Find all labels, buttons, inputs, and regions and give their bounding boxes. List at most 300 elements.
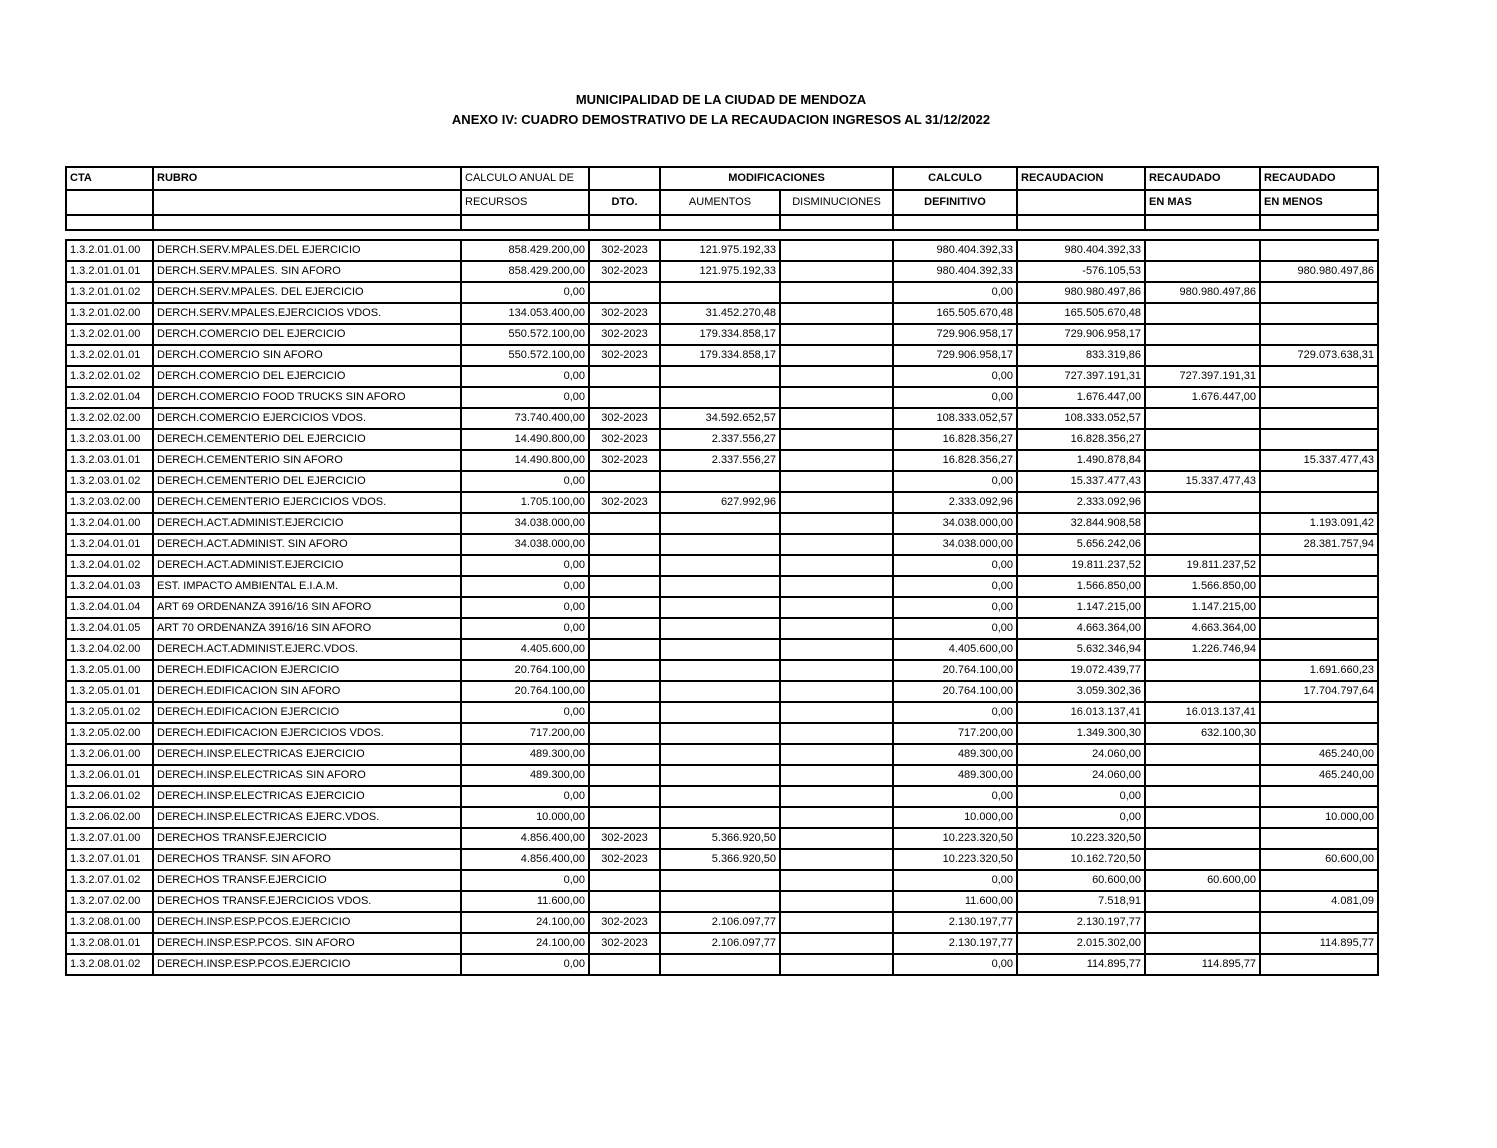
cell-disminuciones (780, 912, 893, 933)
header-definitivo: DEFINITIVO (893, 190, 1017, 215)
cell-aumentos: 2.337.556,27 (660, 429, 780, 450)
cell-aumentos (660, 681, 780, 702)
cell-rubro: DERCH.COMERCIO DEL EJERCICIO (153, 324, 461, 345)
cell-aumentos: 31.452.270,48 (660, 303, 780, 324)
cell-aumentos (660, 639, 780, 660)
header-empty-cell (780, 215, 893, 230)
cell-disminuciones (780, 849, 893, 870)
cell-cta: 1.3.2.08.01.02 (66, 954, 153, 975)
cell-recaudado-en-menos (1260, 471, 1378, 492)
cell-cta: 1.3.2.05.01.01 (66, 681, 153, 702)
cell-disminuciones (780, 450, 893, 471)
cell-calculo-definitivo: 165.505.670,48 (893, 303, 1017, 324)
cell-disminuciones (780, 324, 893, 345)
cell-dto (589, 891, 660, 912)
cell-cta: 1.3.2.04.01.00 (66, 513, 153, 534)
cell-rubro: DERECH.INSP.ELECTRICAS EJERCICIO (153, 744, 461, 765)
cell-cta: 1.3.2.07.01.00 (66, 828, 153, 849)
page-title-line1: MUNICIPALIDAD DE LA CIUDAD DE MENDOZA (575, 92, 867, 107)
cell-recaudacion: 32.844.908,58 (1017, 513, 1145, 534)
page-title (65, 90, 1377, 130)
header-calculo: CALCULO (893, 167, 1017, 190)
header-disminuciones: DISMINUCIONES (780, 190, 893, 215)
cell-cta: 1.3.2.04.01.03 (66, 576, 153, 597)
cell-cta: 1.3.2.08.01.01 (66, 933, 153, 954)
cell-rubro: DERECH.INSP.ESP.PCOS.EJERCICIO (153, 954, 461, 975)
header-row-1 (66, 167, 1378, 190)
cell-aumentos (660, 723, 780, 744)
header-modificaciones: MODIFICACIONES (660, 167, 893, 190)
cell-recaudado-en-mas (1145, 660, 1260, 681)
cell-rubro: DERECH.EDIFICACION EJERCICIOS VDOS. (153, 723, 461, 744)
cell-dto (589, 765, 660, 786)
cell-cta: 1.3.2.01.02.00 (66, 303, 153, 324)
cell-dto (589, 786, 660, 807)
cell-recaudado-en-menos: 60.600,00 (1260, 849, 1378, 870)
cell-cta: 1.3.2.04.01.01 (66, 534, 153, 555)
cell-calculo-anual-recursos: 14.490.800,00 (461, 450, 589, 471)
cell-dto: 302-2023 (589, 408, 660, 429)
cell-aumentos: 121.975.192,33 (660, 261, 780, 282)
cell-aumentos (660, 660, 780, 681)
cell-recaudacion: 2.015.302,00 (1017, 933, 1145, 954)
table-row (66, 702, 1378, 723)
cell-rubro: DERCH.COMERCIO EJERCICIOS VDOS. (153, 408, 461, 429)
cell-calculo-definitivo: 489.300,00 (893, 744, 1017, 765)
table-row (66, 261, 1378, 282)
cell-aumentos: 179.334.858,17 (660, 345, 780, 366)
cell-calculo-definitivo: 489.300,00 (893, 765, 1017, 786)
cell-disminuciones (780, 744, 893, 765)
cell-calculo-anual-recursos: 11.600,00 (461, 891, 589, 912)
cell-calculo-anual-recursos: 858.429.200,00 (461, 240, 589, 261)
cell-recaudado-en-menos (1260, 954, 1378, 975)
cell-calculo-definitivo: 2.333.092,96 (893, 492, 1017, 513)
header-empty-cell (589, 215, 660, 230)
cell-recaudacion: -576.105,53 (1017, 261, 1145, 282)
cell-recaudado-en-menos: 465.240,00 (1260, 765, 1378, 786)
cell-calculo-anual-recursos: 10.000,00 (461, 807, 589, 828)
table-row (66, 744, 1378, 765)
cell-recaudado-en-menos: 729.073.638,31 (1260, 345, 1378, 366)
cell-disminuciones (780, 345, 893, 366)
cell-calculo-anual-recursos: 489.300,00 (461, 744, 589, 765)
cell-disminuciones (780, 954, 893, 975)
cell-rubro: DERECH.INSP.ESP.PCOS.EJERCICIO (153, 912, 461, 933)
cell-recaudado-en-menos: 17.704.797,64 (1260, 681, 1378, 702)
cell-recaudado-en-mas: 15.337.477,43 (1145, 471, 1260, 492)
header-empty-cell (153, 215, 461, 230)
cell-rubro: EST. IMPACTO AMBIENTAL E.I.A.M. (153, 576, 461, 597)
cell-calculo-anual-recursos: 0,00 (461, 366, 589, 387)
cell-calculo-anual-recursos: 0,00 (461, 954, 589, 975)
cell-recaudacion: 0,00 (1017, 807, 1145, 828)
cell-cta: 1.3.2.02.01.02 (66, 366, 153, 387)
header-row-3-empty (66, 215, 1378, 230)
cell-calculo-definitivo: 729.906.958,17 (893, 345, 1017, 366)
table-row (66, 870, 1378, 891)
table-row (66, 933, 1378, 954)
cell-dto (589, 366, 660, 387)
cell-rubro: DERECH.ACT.ADMINIST. SIN AFORO (153, 534, 461, 555)
cell-aumentos: 179.334.858,17 (660, 324, 780, 345)
table-row (66, 807, 1378, 828)
cell-calculo-definitivo: 2.130.197,77 (893, 933, 1017, 954)
cell-calculo-definitivo: 16.828.356,27 (893, 450, 1017, 471)
cell-dto (589, 555, 660, 576)
cell-cta: 1.3.2.06.02.00 (66, 807, 153, 828)
cell-disminuciones (780, 471, 893, 492)
cell-aumentos (660, 597, 780, 618)
cell-disminuciones (780, 597, 893, 618)
cell-recaudado-en-menos (1260, 912, 1378, 933)
cell-recaudado-en-mas (1145, 744, 1260, 765)
cell-disminuciones (780, 282, 893, 303)
cell-rubro: DERECH.CEMENTERIO DEL EJERCICIO (153, 429, 461, 450)
cell-calculo-definitivo: 4.405.600,00 (893, 639, 1017, 660)
cell-aumentos: 2.106.097,77 (660, 933, 780, 954)
cell-recaudado-en-mas (1145, 240, 1260, 261)
header-rubro-blank (153, 190, 461, 215)
table-row (66, 681, 1378, 702)
cell-cta: 1.3.2.03.01.00 (66, 429, 153, 450)
header-empty-cell (893, 215, 1017, 230)
cell-calculo-definitivo: 0,00 (893, 387, 1017, 408)
cell-aumentos (660, 576, 780, 597)
cell-recaudado-en-mas: 727.397.191,31 (1145, 366, 1260, 387)
cell-cta: 1.3.2.05.01.02 (66, 702, 153, 723)
cell-recaudado-en-mas (1145, 324, 1260, 345)
cell-dto: 302-2023 (589, 261, 660, 282)
cell-calculo-definitivo: 0,00 (893, 576, 1017, 597)
cell-dto (589, 744, 660, 765)
table-row (66, 765, 1378, 786)
cell-calculo-definitivo: 34.038.000,00 (893, 513, 1017, 534)
header-en-menos: EN MENOS (1260, 190, 1378, 215)
cell-recaudado-en-mas (1145, 828, 1260, 849)
cell-rubro: DERCH.COMERCIO FOOD TRUCKS SIN AFORO (153, 387, 461, 408)
cell-dto: 302-2023 (589, 912, 660, 933)
cell-recaudado-en-mas (1145, 849, 1260, 870)
cell-cta: 1.3.2.07.01.02 (66, 870, 153, 891)
cell-aumentos (660, 765, 780, 786)
cell-disminuciones (780, 240, 893, 261)
cell-disminuciones (780, 828, 893, 849)
cell-cta: 1.3.2.01.01.02 (66, 282, 153, 303)
cell-calculo-definitivo: 980.404.392,33 (893, 240, 1017, 261)
cell-aumentos (660, 555, 780, 576)
cell-calculo-anual-recursos: 858.429.200,00 (461, 261, 589, 282)
cell-dto (589, 954, 660, 975)
cell-rubro: DERECH.ACT.ADMINIST.EJERCICIO (153, 513, 461, 534)
cell-recaudado-en-mas: 114.895,77 (1145, 954, 1260, 975)
cell-recaudacion: 15.337.477,43 (1017, 471, 1145, 492)
cell-disminuciones (780, 492, 893, 513)
cell-recaudado-en-menos (1260, 429, 1378, 450)
cell-aumentos: 5.366.920,50 (660, 828, 780, 849)
table-row (66, 429, 1378, 450)
cell-calculo-definitivo: 2.130.197,77 (893, 912, 1017, 933)
cell-dto: 302-2023 (589, 828, 660, 849)
cell-recaudacion: 2.333.092,96 (1017, 492, 1145, 513)
cell-recaudado-en-mas: 1.147.215,00 (1145, 597, 1260, 618)
cell-calculo-anual-recursos: 0,00 (461, 576, 589, 597)
table-row (66, 828, 1378, 849)
cell-calculo-anual-recursos: 0,00 (461, 618, 589, 639)
cell-recaudado-en-menos (1260, 870, 1378, 891)
cell-calculo-definitivo: 16.828.356,27 (893, 429, 1017, 450)
cell-rubro: DERECH.INSP.ELECTRICAS EJERC.VDOS. (153, 807, 461, 828)
cell-rubro: DERECH.EDIFICACION SIN AFORO (153, 681, 461, 702)
header-recursos: RECURSOS (461, 190, 589, 215)
header-empty-cell (660, 215, 780, 230)
cell-cta: 1.3.2.04.01.05 (66, 618, 153, 639)
table-row (66, 786, 1378, 807)
cell-dto (589, 639, 660, 660)
cell-disminuciones (780, 891, 893, 912)
cell-aumentos (660, 534, 780, 555)
cell-cta: 1.3.2.06.01.00 (66, 744, 153, 765)
table-row (66, 240, 1378, 261)
table-row (66, 534, 1378, 555)
cell-aumentos: 2.337.556,27 (660, 450, 780, 471)
table-row (66, 954, 1378, 975)
cell-aumentos (660, 870, 780, 891)
cell-rubro: DERCH.COMERCIO DEL EJERCICIO (153, 366, 461, 387)
cell-dto: 302-2023 (589, 345, 660, 366)
cell-dto (589, 576, 660, 597)
cell-aumentos: 2.106.097,77 (660, 912, 780, 933)
cell-calculo-definitivo: 980.404.392,33 (893, 261, 1017, 282)
cell-cta: 1.3.2.05.01.00 (66, 660, 153, 681)
cell-recaudacion: 4.663.364,00 (1017, 618, 1145, 639)
header-recaudacion: RECAUDACION (1017, 167, 1145, 190)
cell-calculo-anual-recursos: 24.100,00 (461, 933, 589, 954)
cell-recaudacion: 7.518,91 (1017, 891, 1145, 912)
cell-calculo-definitivo: 20.764.100,00 (893, 681, 1017, 702)
cell-dto: 302-2023 (589, 450, 660, 471)
cell-recaudacion: 165.505.670,48 (1017, 303, 1145, 324)
cell-rubro: DERCH.SERV.MPALES. SIN AFORO (153, 261, 461, 282)
cell-calculo-anual-recursos: 550.572.100,00 (461, 345, 589, 366)
table-row (66, 576, 1378, 597)
cell-disminuciones (780, 807, 893, 828)
table-row (66, 387, 1378, 408)
cell-recaudado-en-menos (1260, 702, 1378, 723)
cell-calculo-definitivo: 11.600,00 (893, 891, 1017, 912)
cell-calculo-definitivo: 10.223.320,50 (893, 828, 1017, 849)
cell-calculo-anual-recursos: 73.740.400,00 (461, 408, 589, 429)
cell-recaudado-en-menos (1260, 828, 1378, 849)
cell-recaudado-en-menos: 465.240,00 (1260, 744, 1378, 765)
cell-recaudacion: 5.632.346,94 (1017, 639, 1145, 660)
cell-calculo-anual-recursos: 34.038.000,00 (461, 513, 589, 534)
cell-recaudacion: 1.676.447,00 (1017, 387, 1145, 408)
header-rubro: RUBRO (153, 167, 461, 190)
cell-disminuciones (780, 639, 893, 660)
cell-aumentos: 121.975.192,33 (660, 240, 780, 261)
table-row (66, 597, 1378, 618)
cell-calculo-definitivo: 0,00 (893, 555, 1017, 576)
cell-calculo-anual-recursos: 0,00 (461, 555, 589, 576)
cell-aumentos (660, 513, 780, 534)
cell-rubro: DERECH.INSP.ESP.PCOS. SIN AFORO (153, 933, 461, 954)
cell-calculo-anual-recursos: 0,00 (461, 870, 589, 891)
cell-recaudacion: 114.895,77 (1017, 954, 1145, 975)
cell-recaudacion: 980.980.497,86 (1017, 282, 1145, 303)
cell-cta: 1.3.2.03.02.00 (66, 492, 153, 513)
cell-aumentos (660, 744, 780, 765)
cell-dto: 302-2023 (589, 324, 660, 345)
table-row (66, 660, 1378, 681)
cell-disminuciones (780, 681, 893, 702)
cell-calculo-definitivo: 0,00 (893, 786, 1017, 807)
table-row (66, 513, 1378, 534)
cell-disminuciones (780, 261, 893, 282)
cell-cta: 1.3.2.06.01.02 (66, 786, 153, 807)
cell-dto (589, 702, 660, 723)
header-recaudacion-blank (1017, 190, 1145, 215)
cell-recaudado-en-menos (1260, 555, 1378, 576)
cell-rubro: DERCH.COMERCIO SIN AFORO (153, 345, 461, 366)
cell-recaudacion: 727.397.191,31 (1017, 366, 1145, 387)
cell-recaudado-en-menos: 15.337.477,43 (1260, 450, 1378, 471)
cell-recaudado-en-menos: 1.691.660,23 (1260, 660, 1378, 681)
cell-recaudado-en-mas (1145, 786, 1260, 807)
cell-cta: 1.3.2.03.01.01 (66, 450, 153, 471)
cell-recaudado-en-mas: 1.566.850,00 (1145, 576, 1260, 597)
cell-aumentos (660, 618, 780, 639)
cell-dto (589, 723, 660, 744)
cell-disminuciones (780, 702, 893, 723)
cell-cta: 1.3.2.01.01.00 (66, 240, 153, 261)
cell-aumentos (660, 387, 780, 408)
cell-recaudacion: 1.490.878,84 (1017, 450, 1145, 471)
cell-recaudacion: 1.566.850,00 (1017, 576, 1145, 597)
cell-calculo-anual-recursos: 1.705.100,00 (461, 492, 589, 513)
cell-rubro: DERECH.CEMENTERIO DEL EJERCICIO (153, 471, 461, 492)
cell-dto (589, 282, 660, 303)
cell-dto (589, 618, 660, 639)
cell-aumentos (660, 786, 780, 807)
cell-calculo-definitivo: 0,00 (893, 366, 1017, 387)
cell-disminuciones (780, 786, 893, 807)
cell-disminuciones (780, 303, 893, 324)
cell-recaudacion: 19.811.237,52 (1017, 555, 1145, 576)
cell-recaudado-en-menos (1260, 618, 1378, 639)
cell-calculo-definitivo: 108.333.052,57 (893, 408, 1017, 429)
cell-calculo-anual-recursos: 550.572.100,00 (461, 324, 589, 345)
cell-rubro: DERECH.INSP.ELECTRICAS EJERCICIO (153, 786, 461, 807)
cell-disminuciones (780, 723, 893, 744)
cell-recaudado-en-mas: 16.013.137,41 (1145, 702, 1260, 723)
table-data-block (65, 239, 1379, 976)
cell-calculo-anual-recursos: 717.200,00 (461, 723, 589, 744)
cell-aumentos (660, 471, 780, 492)
cell-recaudado-en-mas: 980.980.497,86 (1145, 282, 1260, 303)
cell-recaudado-en-mas (1145, 492, 1260, 513)
cell-recaudacion: 19.072.439,77 (1017, 660, 1145, 681)
cell-recaudado-en-menos (1260, 723, 1378, 744)
header-calculo-anual: CALCULO ANUAL DE (461, 167, 589, 190)
cell-cta: 1.3.2.05.02.00 (66, 723, 153, 744)
table-row (66, 618, 1378, 639)
cell-calculo-anual-recursos: 134.053.400,00 (461, 303, 589, 324)
header-recaudado-menos: RECAUDADO (1260, 167, 1378, 190)
cell-recaudacion: 10.223.320,50 (1017, 828, 1145, 849)
table-header-block (65, 166, 1379, 231)
cell-recaudacion: 108.333.052,57 (1017, 408, 1145, 429)
cell-recaudado-en-mas (1145, 681, 1260, 702)
cell-cta: 1.3.2.07.02.00 (66, 891, 153, 912)
cell-dto: 302-2023 (589, 492, 660, 513)
cell-recaudacion: 980.404.392,33 (1017, 240, 1145, 261)
cell-recaudado-en-mas (1145, 429, 1260, 450)
cell-rubro: DERECH.INSP.ELECTRICAS SIN AFORO (153, 765, 461, 786)
cell-calculo-definitivo: 0,00 (893, 282, 1017, 303)
cell-cta: 1.3.2.03.01.02 (66, 471, 153, 492)
cell-recaudado-en-menos: 28.381.757,94 (1260, 534, 1378, 555)
cell-recaudacion: 16.828.356,27 (1017, 429, 1145, 450)
cell-recaudado-en-menos (1260, 240, 1378, 261)
cell-calculo-definitivo: 729.906.958,17 (893, 324, 1017, 345)
cell-cta: 1.3.2.02.01.00 (66, 324, 153, 345)
table-row (66, 303, 1378, 324)
cell-dto: 302-2023 (589, 933, 660, 954)
cell-recaudacion: 24.060,00 (1017, 744, 1145, 765)
cell-disminuciones (780, 408, 893, 429)
cell-recaudacion: 1.147.215,00 (1017, 597, 1145, 618)
cell-disminuciones (780, 387, 893, 408)
cell-recaudado-en-mas: 60.600,00 (1145, 870, 1260, 891)
cell-cta: 1.3.2.01.01.01 (66, 261, 153, 282)
cell-recaudado-en-mas (1145, 303, 1260, 324)
cell-calculo-definitivo: 0,00 (893, 597, 1017, 618)
cell-dto: 302-2023 (589, 849, 660, 870)
cell-rubro: DERECHOS TRANSF.EJERCICIO (153, 870, 461, 891)
cell-disminuciones (780, 534, 893, 555)
cell-disminuciones (780, 555, 893, 576)
cell-calculo-anual-recursos: 0,00 (461, 282, 589, 303)
cell-calculo-definitivo: 0,00 (893, 870, 1017, 891)
cell-cta: 1.3.2.06.01.01 (66, 765, 153, 786)
table-row (66, 891, 1378, 912)
cell-disminuciones (780, 618, 893, 639)
cell-dto: 302-2023 (589, 303, 660, 324)
header-empty-cell (66, 215, 153, 230)
cell-rubro: DERCH.SERV.MPALES. DEL EJERCICIO (153, 282, 461, 303)
cell-cta: 1.3.2.04.02.00 (66, 639, 153, 660)
cell-aumentos (660, 282, 780, 303)
cell-recaudado-en-mas (1145, 807, 1260, 828)
cell-calculo-anual-recursos: 34.038.000,00 (461, 534, 589, 555)
cell-calculo-definitivo: 717.200,00 (893, 723, 1017, 744)
report-table (65, 166, 1377, 976)
cell-recaudacion: 24.060,00 (1017, 765, 1145, 786)
cell-recaudado-en-menos (1260, 303, 1378, 324)
table-row (66, 912, 1378, 933)
table-row (66, 408, 1378, 429)
header-empty-cell (1260, 215, 1378, 230)
cell-recaudado-en-mas: 4.663.364,00 (1145, 618, 1260, 639)
cell-recaudacion: 2.130.197,77 (1017, 912, 1145, 933)
cell-recaudado-en-menos (1260, 597, 1378, 618)
cell-rubro: DERECHOS TRANSF.EJERCICIOS VDOS. (153, 891, 461, 912)
cell-calculo-anual-recursos: 0,00 (461, 597, 589, 618)
cell-cta: 1.3.2.02.01.01 (66, 345, 153, 366)
cell-disminuciones (780, 933, 893, 954)
cell-cta: 1.3.2.02.02.00 (66, 408, 153, 429)
